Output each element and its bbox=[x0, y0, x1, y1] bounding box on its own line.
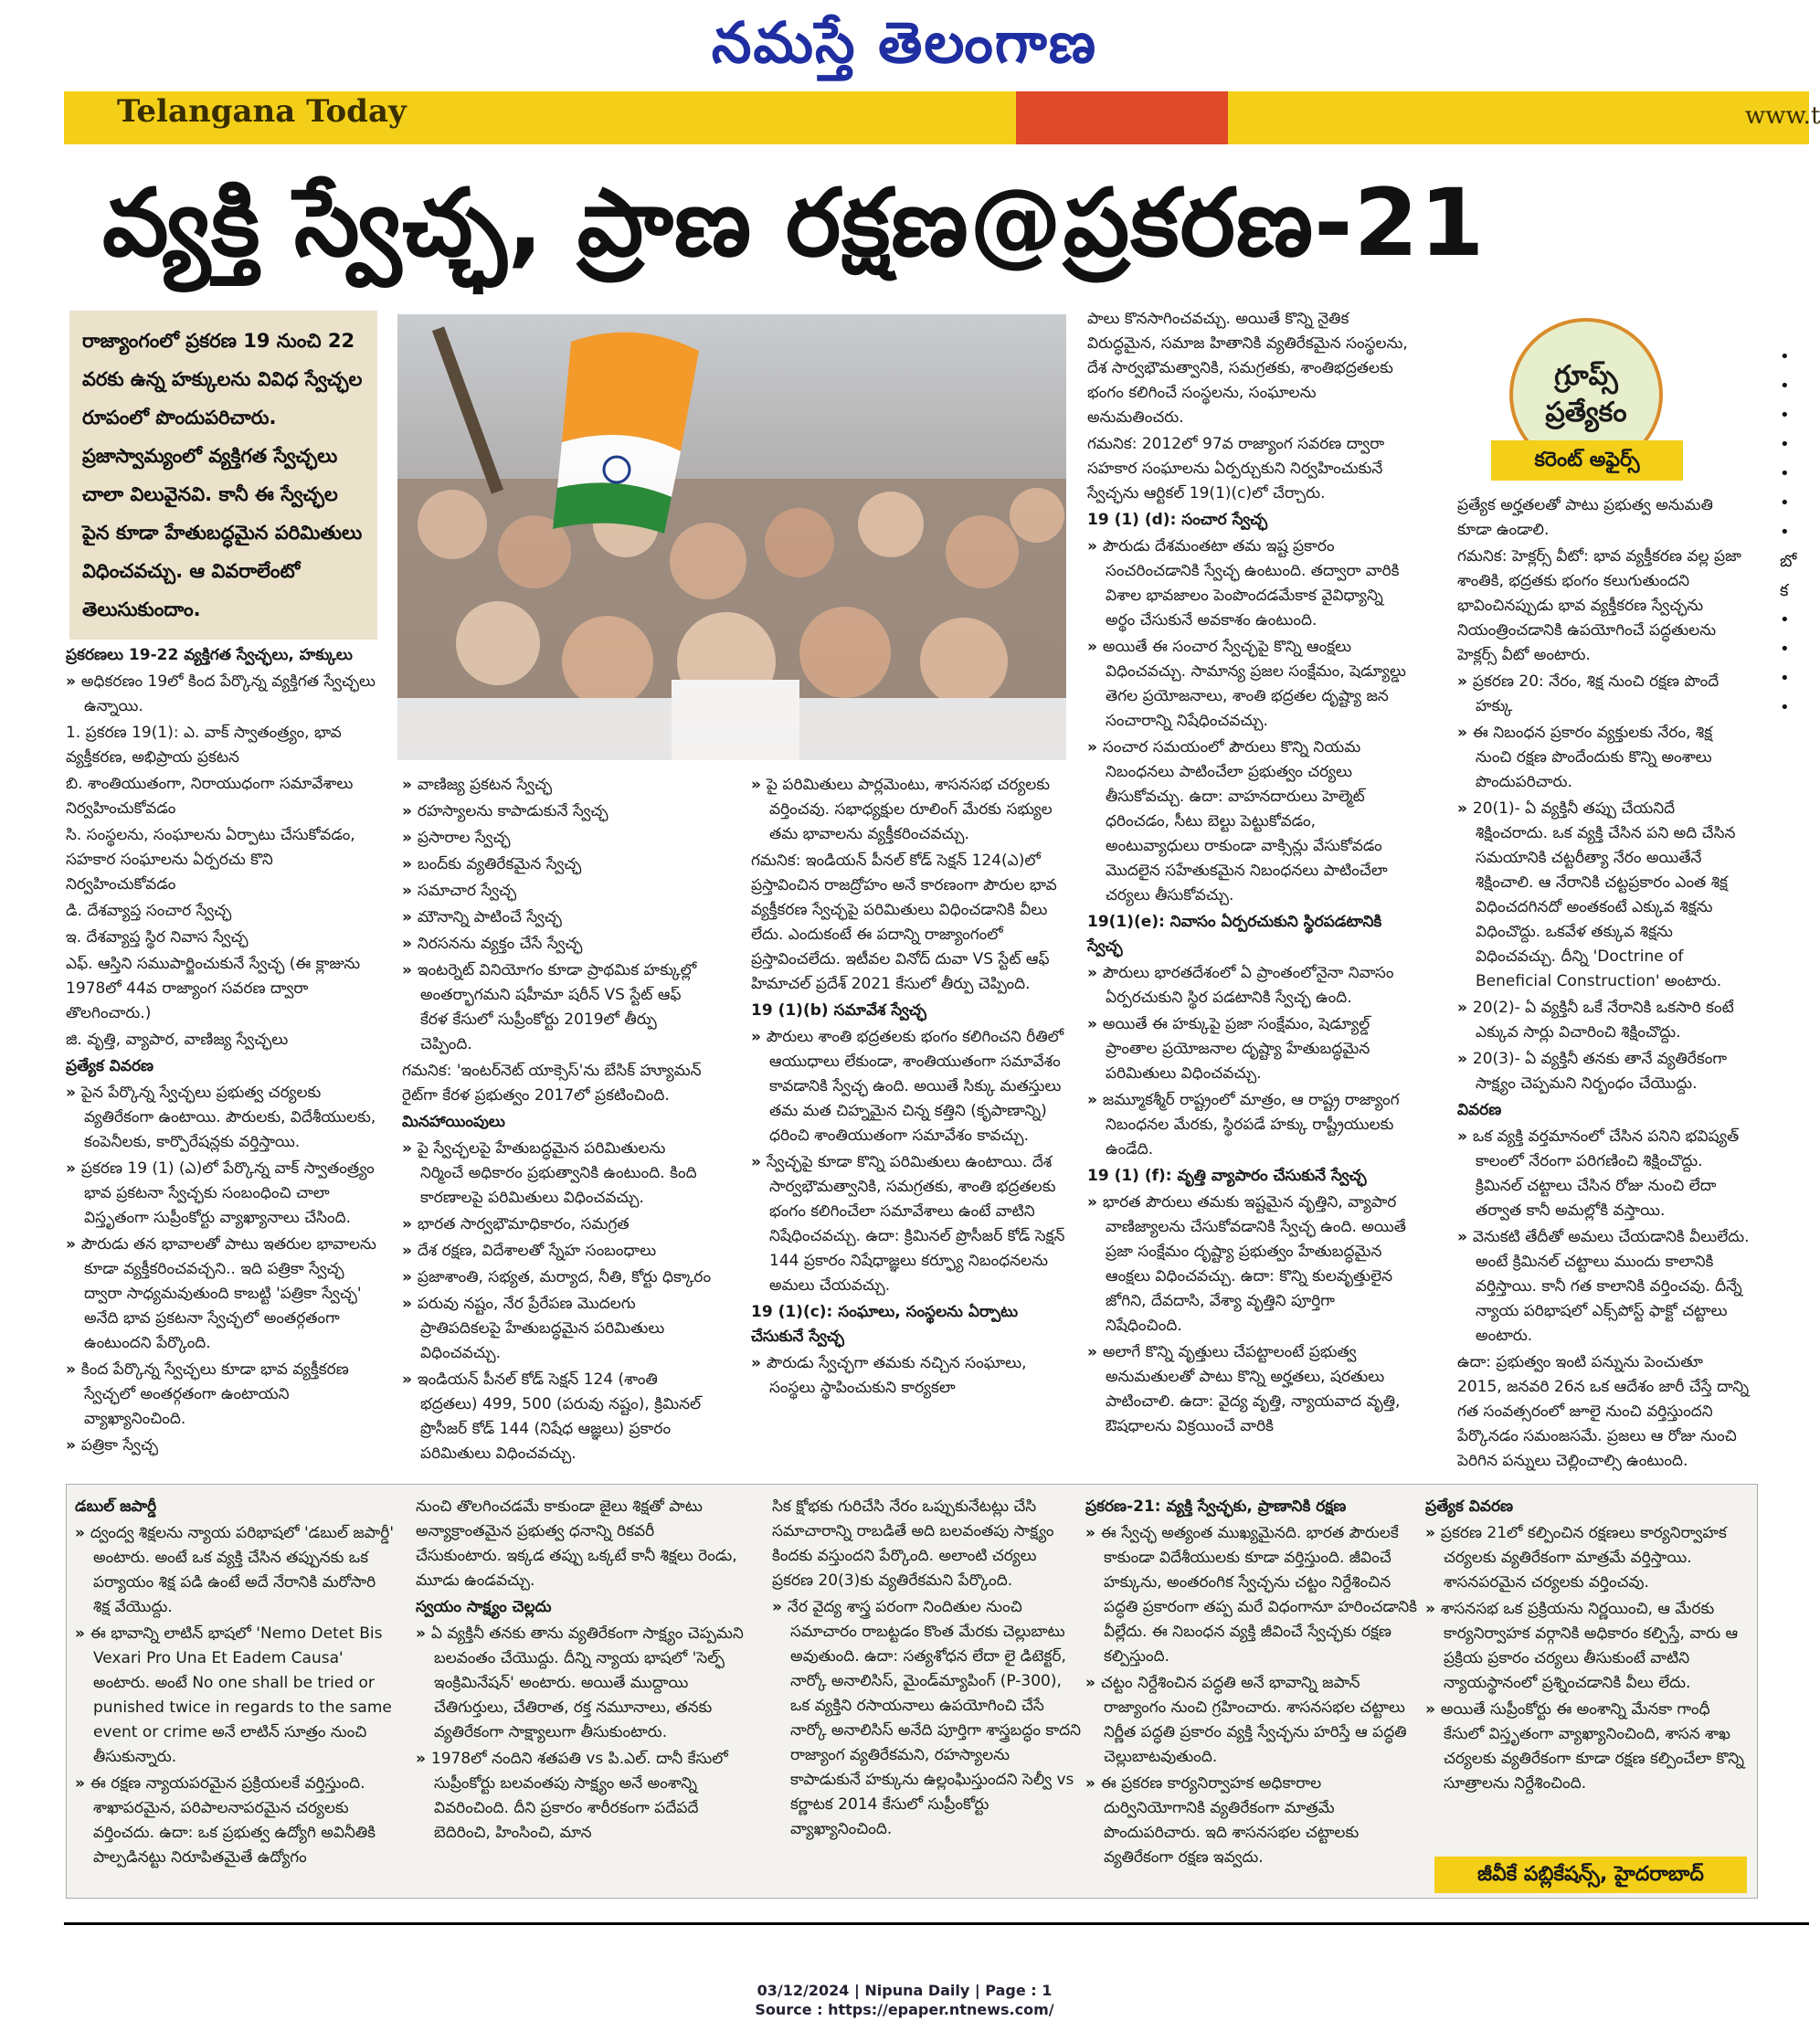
crowd-photo bbox=[397, 314, 1066, 760]
paragraph: » 1978లో నందిని శతపతి vs పి.ఎల్. దానీ కేసులో సుప్రీంకోర్టు బలవంతపు సాక్ష్యం అనే అంశాన్ని వివరించింది. దీని ప్రకారం శారీరకంగా పదేపదే బెదిరించి, హింసించి, మాన bbox=[416, 1747, 745, 1846]
bottom-column-5 bbox=[1425, 1495, 1750, 1798]
current-affairs-ribbon: కరెంట్ అఫైర్స్ bbox=[1491, 440, 1683, 481]
section-heading: డబుల్ జపార్డీ bbox=[75, 1497, 157, 1516]
paragraph: » ఇంటర్నెట్ వినియోగం కూడా ప్రాథమిక హక్కుల్లో అంతర్భాగమని షహీమా షరీన్ VS స్టేట్ ఆఫ్ కేరళ కేసులో సుప్రీంకోర్టు 2019లో తీర్పు చెప్పింది. bbox=[402, 958, 713, 1057]
section-heading: 19 (1)(c): సంఘాలు, సంస్థలను ఏర్పాటు చేసుకునే స్వేచ్ఛ bbox=[751, 1303, 1019, 1346]
paragraph: ఉదా: ప్రభుత్వం ఇంటి పన్నును పెంచుతూ 2015, జనవరి 26న ఒక ఆదేశం జారీ చేస్తే దాన్ని గత సంవత్సరంలో జూలై నుంచి వర్తిస్తుందని పేర్కొనడం సమంజసమే. ప్రజలు ఆ రోజు నుంచి పెరిగిన పన్నులు చెల్లించాల్సి ఉంటుంది. bbox=[1457, 1353, 1750, 1470]
paragraph: » పత్రికా స్వేచ్ఛ bbox=[66, 1434, 376, 1458]
bottom-rule bbox=[64, 1922, 1809, 1925]
paragraph: » పౌరుడు తన భావాలతో పాటు ఇతరుల భావాలను కూడా వ్యక్తీకరించవచ్చని.. ఇది పత్రికా స్వేచ్ఛ ద్వారా సాధ్యమవుతుంది కాబట్టి 'పత్రికా స్వేచ్ఛ' అనేది భావ ప్రకటనా స్వేచ్ఛలో అంతర్గతంగా ఉంటుందని పేర్కొంది. bbox=[66, 1233, 376, 1356]
partner-logo-block bbox=[1016, 91, 1228, 144]
paragraph: » 20(1)- ఏ వ్యక్తినీ తప్పు చేయనిదే శిక్షించరాదు. ఒక వ్యక్తి చేసిన పని అది చేసిన సమయానికి చట్టరీత్యా నేరం అయితేనే శిక్షించాలి. ఆ నేరానికి చట్టప్రకారం ఎంత శిక్ష విధించదగినదో అంతకంటే ఎక్కువ శిక్షను విధించొద్దు. ఒకవేళ తక్కువ శిక్షను విధించవచ్చు. దీన్ని 'Doctrine of Beneficial Construction' అంటారు. bbox=[1457, 797, 1750, 994]
paragraph: » రహస్యాలను కాపాడుకునే స్వేచ్ఛ bbox=[402, 799, 713, 824]
section-heading: 19 (1) (d): సంచార స్వేచ్ఛ bbox=[1087, 511, 1268, 529]
section-heading: ప్రకరణ-21: వ్యక్తి స్వేచ్ఛకు, ప్రాణానికి రక్షణ bbox=[1085, 1497, 1347, 1516]
strip-mark: • bbox=[1780, 347, 1790, 366]
paragraph: » అధికరణం 19లో కింద పేర్కొన్న వ్యక్తిగత స్వేచ్ఛలు ఉన్నాయి. bbox=[66, 670, 376, 719]
bottom-column-1 bbox=[75, 1495, 395, 1872]
paragraph: » 20(3)- ఏ వ్యక్తినీ తనకు తానే వ్యతిరేకంగా సాక్ష్యం చెప్పమని నిర్బంధం చేయొద్దు. bbox=[1457, 1047, 1750, 1096]
strip-mark: • bbox=[1780, 493, 1790, 513]
paragraph: గమనిక: ఇండియన్ పీనల్ కోడ్ సెక్షన్ 124(ఎ)లో ప్రస్తావించిన రాజద్రోహం అనే కారణంగా పౌరుల భావ వ్యక్తీకరణ స్వేచ్ఛపై పరిమితులు విధించడానికి వీలు లేదు. ఎందుకంటే ఈ పదాన్ని రాజ్యాంగంలో ప్రస్తావించలేదు. ఇటీవల వినోద్ దువా VS స్టేట్ ఆఫ్ హిమాచల్ ప్రదేశ్ 2021 కేసులో తీర్పు చెప్పింది. bbox=[751, 852, 1057, 993]
paragraph: ఇ. దేశవ్యాప్త స్థిర నివాస స్వేచ్ఛ bbox=[66, 928, 249, 947]
strip-mark: • bbox=[1780, 376, 1790, 396]
column-1 bbox=[66, 643, 376, 1460]
paragraph: 1. ప్రకరణ 19(1): ఎ. వాక్ స్వాతంత్ర్యం, భావ వ్యక్తీకరణ, అభిప్రాయ ప్రకటన bbox=[66, 724, 342, 767]
paragraph: » సమాచార స్వేచ్ఛ bbox=[402, 879, 713, 904]
strip-mark: బో bbox=[1780, 552, 1797, 571]
paragraph: గమనిక: 'ఇంటర్‌నెట్ యాక్సెస్‌'ను బేసిక్ హ్యూమన్ రైట్‌గా కేరళ ప్రభుత్వం 2017లో ప్రకటించింది. bbox=[402, 1062, 702, 1105]
right-edge-strip bbox=[1780, 347, 1809, 727]
column-2 bbox=[402, 773, 713, 1468]
partner-left-logo: Telangana Today bbox=[117, 93, 407, 130]
paragraph: » పౌరులు శాంతి భద్రతలకు భంగం కలిగించని రీతిలో ఆయుధాలు లేకుండా, శాంతియుతంగా సమావేశం కావడానికి స్వేచ్ఛ ఉంది. అయితే సిక్కు మతస్తులు తమ మత చిహ్నమైన చిన్న కత్తిని (కృపాణాన్ని) ధరించి శాంతియుతంగా సమావేశం కావచ్చు. bbox=[751, 1025, 1066, 1148]
intro-box bbox=[69, 311, 377, 640]
masthead-logo: నమస్తే తెలంగాణ bbox=[711, 9, 1098, 76]
paragraph: » నేర వైద్య శాస్త్ర పరంగా నిందితుల నుంచి సమాచారం రాబట్టడం కొంత మేరకు చెల్లుబాటు అవుతుంది. ఉదా: సత్యశోధన లేదా లై డిటెక్టర్, నార్కో అనాలిసిస్, మైండ్‌మ్యాపింగ్ (P-300), ఒక వ్యక్తిని రసాయనాలు ఉపయోగించి చేసే నార్కో అనాలిసిస్ అనేది పూర్తిగా శాస్త్రబద్ధం కాదని రాజ్యాంగ వ్యతిరేకమని, రహస్యాలను కాపాడుకునే హక్కును ఉల్లంఘిస్తుందని సెల్వీ vs కర్ణాటక 2014 కేసులో సుప్రీంకోర్టు వ్యాఖ్యానించింది. bbox=[772, 1595, 1083, 1842]
paragraph: » పైన పేర్కొన్న స్వేచ్ఛలు ప్రభుత్వ చర్యలకు వ్యతిరేకంగా ఉంటాయి. పౌరులకు, విదేశీయులకు, కంపెనీలకు, కార్పొరేషన్లకు వర్తిస్తాయి. bbox=[66, 1081, 376, 1155]
paragraph: » ఈ నిబంధన ప్రకారం వ్యక్తులకు నేరం, శిక్ష నుంచి రక్షణ పొందేందుకు కొన్ని అంశాలు పొందుపరిచారు. bbox=[1457, 721, 1750, 795]
paragraph: » కింద పేర్కొన్న స్వేచ్ఛలు కూడా భావ వ్యక్తీకరణ స్వేచ్ఛలో అంతర్గతంగా ఉంటాయని వ్యాఖ్యానించింది. bbox=[66, 1358, 376, 1432]
paragraph: » దేశ రక్షణ, విదేశాలతో స్నేహ సంబంధాలు bbox=[402, 1239, 713, 1264]
paragraph: » ప్రసారాల స్వేచ్ఛ bbox=[402, 826, 713, 851]
paragraph: » ద్వంద్వ శిక్షలను న్యాయ పరిభాషలో 'డబుల్ జపార్డీ' అంటారు. అంటే ఒక వ్యక్తి చేసిన తప్పునకు ఒక పర్యాయం శిక్ష పడి ఉంటే అదే నేరానికి మరోసారి శిక్ష వేయొద్దు. bbox=[75, 1521, 395, 1620]
section-heading: 19(1)(e): నివాసం ఏర్పరచుకుని స్థిరపడటానికి స్వేచ్ఛ bbox=[1087, 913, 1382, 956]
paragraph: జి. వృత్తి, వ్యాపార, వాణిజ్య స్వేచ్ఛలు bbox=[66, 1031, 289, 1049]
section-heading: మినహాయింపులు bbox=[402, 1113, 505, 1131]
paragraph: » ఇండియన్ పీనల్ కోడ్ సెక్షన్ 124 (శాంతి భద్రతలు) 499, 500 (పరువు నష్టం), క్రిమినల్ ప్రొసీజర్ కోడ్ 144 (నిషేధ ఆజ్ఞలు) ప్రకారం పరిమితులు విధించవచ్చు. bbox=[402, 1368, 713, 1466]
paragraph: గమనిక: 2012లో 97వ రాజ్యాంగ సవరణ ద్వారా సహకార సంఘాలను ఏర్పర్చుకుని నిర్వహించుకునే స్వేచ్ఛను ఆర్టికల్ 19(1)(c)లో చేర్చారు. bbox=[1087, 435, 1385, 503]
intro-text: రాజ్యాంగంలో ప్రకరణ 19 నుంచి 22 వరకు ఉన్న హక్కులను వివిధ స్వేచ్ఛల రూపంలో పొందుపరిచారు. ప్రజాస్వామ్యంలో వ్యక్తిగత స్వేచ్ఛలు చాలా విలువైనవి. కానీ ఈ స్వేచ్ఛల పైన కూడా హేతుబద్ధమైన పరిమితులు విధించవచ్చు. ఆ వివరాలేంటో తెలుసుకుందాం. bbox=[82, 330, 363, 620]
paragraph: » ప్రకరణ 21లో కల్పించిన రక్షణలు కార్యనిర్వాహక చర్యలకు వ్యతిరేకంగా మాత్రమే వర్తిస్తాయి. శాసనపరమైన చర్యలకు వర్తించవు. bbox=[1425, 1521, 1750, 1595]
paragraph: బి. శాంతియుతంగా, నిరాయుధంగా సమావేశాలు నిర్వహించుకోవడం bbox=[66, 775, 354, 818]
crowd-photo-illustration bbox=[397, 314, 1066, 760]
paragraph: ఎఫ్. ఆస్తిని సముపార్జించుకునే స్వేచ్ఛ (ఈ క్లాజును 1978లో 44వ రాజ్యాంగ సవరణ ద్వారా తొలగించారు.) bbox=[66, 955, 361, 1022]
paragraph: » సంచార సమయంలో పౌరులు కొన్ని నియమ నిబంధనలు పాటించేలా ప్రభుత్వం చర్యలు తీసుకోవచ్చు. ఉదా: వాహనదారులు హెల్మెట్ ధరించడం, సీటు బెల్టు పెట్టుకోవడం, అంటువ్యాధులు రాకుండా వాక్సిన్లు వేసుకోవడం మొదలైన సహేతుకమైన నిబంధనలు పాటించేలా చర్యలు తీసుకోవచ్చు. bbox=[1087, 735, 1412, 908]
paragraph: » అయితే ఈ హక్కుపై ప్రజా సంక్షేమం, షెడ్యూల్డ్ ప్రాంతాల ప్రయోజనాల దృష్ట్యా హేతుబద్ధమైన పరిమితులు విధించవచ్చు. bbox=[1087, 1012, 1412, 1086]
strip-mark: • bbox=[1780, 523, 1790, 542]
paragraph: నుంచి తొలగించడమే కాకుండా జైలు శిక్షతో పాటు అన్యాక్రాంతమైన ప్రభుత్వ ధనాన్ని రికవరీ చేసుకుంటారు. ఇక్కడ తప్పు ఒక్కటే కానీ శిక్షలు రెండు, మూడు ఉండవచ్చు. bbox=[416, 1497, 737, 1590]
paragraph: గమనిక: హెక్లర్స్ వీటో: భావ వ్యక్తీకరణ వల్ల ప్రజా శాంతికి, భద్రతకు భంగం కలుగుతుందని భావించినప్పుడు భావ వ్యక్తీకరణ స్వేచ్ఛను నియంత్రించడానికి ఉపయోగించే పద్ధతులను హెక్లర్స్ వీటో అంటారు. bbox=[1457, 547, 1741, 664]
paragraph: డి. దేశవ్యాప్త సంచార స్వేచ్ఛ bbox=[66, 902, 232, 920]
column-4 bbox=[1087, 307, 1412, 1441]
strip-mark: • bbox=[1780, 435, 1790, 454]
paragraph: » 20(2)- ఏ వ్యక్తినీ ఒకే నేరానికి ఒకసారి కంటే ఎక్కువ సార్లు విచారించి శిక్షించొద్దు. bbox=[1457, 996, 1750, 1045]
strip-mark: • bbox=[1780, 698, 1790, 717]
section-heading: 19 (1)(b) సమావేశ స్వేచ్ఛ bbox=[751, 1001, 926, 1020]
section-heading: ప్రత్యేక వివరణ bbox=[66, 1057, 154, 1075]
paragraph: » అయితే సుప్రీంకోర్టు ఈ అంశాన్ని మేనకా గాంధీ కేసులో విస్తృతంగా వ్యాఖ్యానించింది, శాసన శాఖ చర్యలకు వ్యతిరేకంగా కూడా రక్షణ కల్పించేలా కొన్ని సూత్రాలను నిర్దేశించింది. bbox=[1425, 1698, 1750, 1796]
paragraph: » ఈ భావాన్ని లాటిన్ భాషలో 'Nemo Detet Bis Vexari Pro Una Et Eadem Causa' అంటారు. అంటే No one shall be tried or punished twice in regards to the same event or crime అనే లాటిన్ సూత్రం నుంచి తీసుకున్నారు. bbox=[75, 1622, 395, 1770]
paragraph: » మౌనాన్ని పాటించే స్వేచ్ఛ bbox=[402, 905, 713, 930]
page-footer bbox=[0, 1981, 1809, 2019]
paragraph: » పరువు నష్టం, నేర ప్రేరేపణ మొదలగు ప్రాతిపదికలపై హేతుబద్ధమైన పరిమితులు విధించవచ్చు. bbox=[402, 1292, 713, 1366]
paragraph: » స్వేచ్ఛపై కూడా కొన్ని పరిమితులు ఉంటాయి. దేశ సార్వభౌమత్వానికి, సమగ్రతకు, శాంతి భద్రతలకు భంగం కలిగించేలా సమావేశాలు ఉంటే వాటిని నిషేధించవచ్చు. ఉదా: క్రిమినల్ ప్రొసీజర్ కోడ్ సెక్షన్ 144 ప్రకారం నిషేధాజ్ఞలు కర్ఫ్యూ నిబంధనలను అమలు చేయవచ్చు. bbox=[751, 1150, 1066, 1298]
strip-mark: క bbox=[1780, 581, 1789, 600]
bottom-column-4 bbox=[1085, 1495, 1422, 1872]
paragraph: సిక క్షోభకు గురిచేసి నేరం ఒప్పుకునేటట్లు చేసి సమాచారాన్ని రాబడితే అది బలవంతపు సాక్ష్యం కిందకు వస్తుందని పేర్కొంది. అలాంటి చర్యలు ప్రకరణ 20(3)కు వ్యతిరేకమని పేర్కొంది. bbox=[772, 1497, 1054, 1590]
paragraph: » పౌరులు భారతదేశంలో ఏ ప్రాంతంలోనైనా నివాసం ఏర్పరచుకుని స్థిర పడటానికి స్వేచ్ఛ ఉంది. bbox=[1087, 961, 1412, 1010]
paragraph: » వెనుకటి తేదీతో అమలు చేయడానికి వీలులేదు. అంటే క్రిమినల్ చట్టాలు ముందు కాలానికి వర్తిస్తాయి. కానీ గత కాలానికి వర్తించవు. దీన్నే న్యాయ పరిభాషలో ఎక్స్‌పోస్ట్ ఫాక్టో చట్టాలు అంటారు. bbox=[1457, 1225, 1750, 1349]
paragraph: » అలాగే కొన్ని వృత్తులు చేపట్టాలంటే ప్రభుత్వ అనుమతులతో పాటు కొన్ని అర్హతలు, షరతులు పాటించాలి. ఉదా: వైద్య వృత్తి, న్యాయవాద వృత్తి, ఔషధాలను విక్రయించే వారికి bbox=[1087, 1340, 1412, 1439]
paragraph: ప్రత్యేక అర్హతలతో పాటు ప్రభుత్వ అనుమతి కూడా ఉండాలి. bbox=[1457, 496, 1713, 539]
paragraph: » ప్రకరణ 20: నేరం, శిక్ష నుంచి రక్షణ పొందే హక్కు bbox=[1457, 670, 1750, 719]
section-heading: 19 (1) (f): వృత్తి వ్యాపారం చేసుకునే స్వేచ్ఛ bbox=[1087, 1167, 1367, 1185]
paragraph: » శాసనసభ ఒక ప్రక్రియను నిర్ణయించి, ఆ మేరకు కార్యనిర్వాహక వర్గానికి అధికారం కల్పిస్తే, వారు ఆ ప్రక్రియ ప్రకారం చర్యలు తీసుకుంటే వాటిని న్యాయస్థానంలో ప్రశ్నించడానికి వీలు లేదు. bbox=[1425, 1597, 1750, 1696]
partner-right-url: www.t bbox=[1745, 102, 1820, 130]
section-heading: ప్రత్యేక వివరణ bbox=[1425, 1497, 1514, 1516]
paragraph: పాలు కొనసాగించవచ్చు. అయితే కొన్ని నైతిక విరుద్ధమైన, సమాజ హితానికి వ్యతిరేకమైన సంస్థలను, దేశ సార్వభౌమత్వానికి, సమగ్రతకు, శాంతిభద్రతలకు భంగం కలిగించే సంస్థలను, సంఘాలను అనుమతించరు. bbox=[1087, 310, 1408, 427]
paragraph: » ప్రజాశాంతి, సభ్యత, మర్యాద, నీతి, కోర్టు ధిక్కారం bbox=[402, 1265, 713, 1290]
paragraph: » పౌరుడు దేశమంతటా తమ ఇష్ట ప్రకారం సంచరించడానికి స్వేచ్ఛ ఉంటుంది. తద్వారా వారికి విశాల భావజాలం పెంపొందడమేకాక వైవిధ్యాన్ని అర్థం చేసుకునే అవకాశం ఉంటుంది. bbox=[1087, 534, 1412, 633]
paragraph: » పై పరిమితులు పార్లమెంటు, శాసనసభ చర్యలకు వర్తించవు. సభాధ్యక్షుల రూలింగ్ మేరకు సభ్యుల తమ భావాలను వ్యక్తీకరించవచ్చు. bbox=[751, 773, 1066, 847]
paragraph: » వాణిజ్య ప్రకటన స్వేచ్ఛ bbox=[402, 773, 713, 798]
paragraph: » ఈ స్వేచ్ఛ అత్యంత ముఖ్యమైనది. భారత పౌరులకే కాకుండా విదేశీయులకు కూడా వర్తిస్తుంది. జీవించే హక్కును, అంతరంగిక స్వేచ్ఛను చట్టం నిర్దేశించిన పద్ధతి ప్రకారంగా తప్ప మరే విధంగానూ హరించడానికి వీల్లేదు. ఈ నిబంధన వ్యక్తి జీవించే స్వేచ్ఛకు రక్షణ కల్పిస్తుంది. bbox=[1085, 1521, 1422, 1669]
footer-source-link[interactable]: Source : https://epaper.ntnews.com/ bbox=[755, 2001, 1054, 2018]
strip-mark: • bbox=[1780, 640, 1790, 659]
bottom-column-3 bbox=[772, 1495, 1083, 1844]
column-3 bbox=[751, 773, 1066, 1402]
strip-mark: • bbox=[1780, 406, 1790, 425]
paragraph: » ఏ వ్యక్తినీ తనకు తాను వ్యతిరేకంగా సాక్ష్యం చెప్పమని బలవంతం చేయొద్దు. దీన్ని న్యాయ భాషలో 'సెల్ఫ్ ఇంక్రిమినేషన్' అంటారు. అయితే ముద్దాయి చేతిగుర్తులు, చేతిరాత, రక్త నమూనాలు, తనకు వ్యతిరేకంగా సాక్ష్యాలుగా తీసుకుంటారు. bbox=[416, 1622, 745, 1745]
bottom-column-2 bbox=[416, 1495, 745, 1847]
paragraph: » అయితే ఈ సంచార స్వేచ్ఛపై కొన్ని ఆంక్షలు విధించవచ్చు. సామాన్య ప్రజల సంక్షేమం, షెడ్యూల్డు తెగల ప్రయోజనాలు, శాంతి భద్రతల దృష్ట్యా జన సంచారాన్ని నిషేధించవచ్చు. bbox=[1087, 635, 1412, 734]
section-heading: వివరణ bbox=[1457, 1101, 1502, 1119]
strip-mark: • bbox=[1780, 610, 1790, 630]
paragraph: సి. సంస్థలను, సంఘాలను ఏర్పాటు చేసుకోవడం, సహకార సంఘాలను ఏర్పరచు కొని నిర్వహించుకోవడం bbox=[66, 826, 355, 894]
paragraph: » బంద్‌కు వ్యతిరేకమైన స్వేచ్ఛ bbox=[402, 852, 713, 877]
paragraph: » జమ్మూకశ్మీర్ రాష్ట్రంలో మాత్రం, ఆ రాష్ట్ర రాజ్యాంగ నిబంధనల మేరకు, స్థిరపడే హక్కు రాష్ట్రీయులకు ఉండేది. bbox=[1087, 1088, 1412, 1162]
paragraph: » ఈ ప్రకరణ కార్యనిర్వాహక అధికారాల దుర్వినియోగానికి వ్యతిరేకంగా మాత్రమే పొందుపరిచారు. ఇది శాసనసభల చట్టాలకు వ్యతిరేకంగా రక్షణ ఇవ్వదు. bbox=[1085, 1772, 1422, 1870]
paragraph: » నిరసనను వ్యక్తం చేసే స్వేచ్ఛ bbox=[402, 932, 713, 957]
paragraph: » పై స్వేచ్ఛలపై హేతుబద్ధమైన పరిమితులను నిర్మించే అధికారం ప్రభుత్వానికి ఉంటుంది. కింది కారణాలపై పరిమితులు విధించవచ్చు. bbox=[402, 1137, 713, 1211]
paragraph: » చట్టం నిర్దేశించిన పద్ధతి అనే భావాన్ని జపాన్ రాజ్యాంగం నుంచి గ్రహించారు. శాసనసభల చట్టాలు నిర్ణీత పద్ధతి ప్రకారం వ్యక్తి స్వేచ్ఛను హరిస్తే ఆ పద్ధతి చెల్లుబాటవుతుంది. bbox=[1085, 1671, 1422, 1770]
paragraph: » పౌరుడు స్వేచ్ఛగా తమకు నచ్చిన సంఘాలు, సంస్థలు స్థాపించుకుని కార్యకలా bbox=[751, 1351, 1066, 1401]
paragraph: » భారత సార్వభౌమాధికారం, సమగ్రత bbox=[402, 1212, 713, 1237]
paragraph: » భారత పౌరులు తమకు ఇష్టమైన వృత్తిని, వ్యాపార వాణిజ్యాలను చేసుకోవడానికి స్వేచ్ఛ ఉంది. అయితే ప్రజా సంక్షేమం దృష్ట్యా ప్రభుత్వం హేతుబద్ధమైన ఆంక్షలు విధించవచ్చు. ఉదా: కొన్ని కులవృత్తులైన జోగిని, దేవదాసి, వేశ్యా వృత్తిని పూర్తిగా నిషేధించింది. bbox=[1087, 1190, 1412, 1339]
badge-line-1: గ్రూప్స్ bbox=[1554, 360, 1618, 392]
paragraph: » ప్రకరణ 19 (1) (ఎ)లో పేర్కొన్న వాక్ స్వాతంత్ర్యం భావ ప్రకటనా స్వేచ్ఛకు సంబంధించి చాలా విస్తృతంగా సుప్రీంకోర్టు వ్యాఖ్యానాలు చేసింది. bbox=[66, 1157, 376, 1231]
paragraph: » ఒక వ్యక్తి వర్తమానంలో చేసిన పనిని భవిష్యత్ కాలంలో నేరంగా పరిగణించి శిక్షించొద్దు. క్రిమినల్ చట్టాలు చేసిన రోజు నుంచి లేదా తర్వాత కానీ అమల్లోకి వస్తాయి. bbox=[1457, 1125, 1750, 1223]
section-heading: స్వయం సాక్ష్యం చెల్లదు bbox=[416, 1598, 552, 1616]
badge-line-2: ప్రత్యేకం bbox=[1545, 397, 1627, 429]
strip-mark: • bbox=[1780, 669, 1790, 688]
page-headline: వ్యక్తి స్వేచ్ఛ, ప్రాణ రక్షణ@ప్రకరణ-21 bbox=[102, 169, 1486, 278]
paragraph: » ఈ రక్షణ న్యాయపరమైన ప్రక్రియలకే వర్తిస్తుంది. శాఖాపరమైన, పరిపాలనాపరమైన చర్యలకు వర్తించదు. ఉదా: ఒక ప్రభుత్వ ఉద్యోగి అవినీతికి పాల్పడినట్టు నిరూపితమైతే ఉద్యోగం bbox=[75, 1772, 395, 1870]
publisher-credit: జీవీకే పబ్లికేషన్స్, హైదరాబాద్ bbox=[1434, 1857, 1747, 1893]
footer-date-line: 03/12/2024 | Nipuna Daily | Page : 1 bbox=[757, 1982, 1053, 1999]
section-heading: ప్రకరణలు 19-22 వ్యక్తిగత స్వేచ్ఛలు, హక్కులు bbox=[66, 646, 353, 664]
strip-mark: • bbox=[1780, 464, 1790, 483]
column-5 bbox=[1457, 493, 1750, 1476]
